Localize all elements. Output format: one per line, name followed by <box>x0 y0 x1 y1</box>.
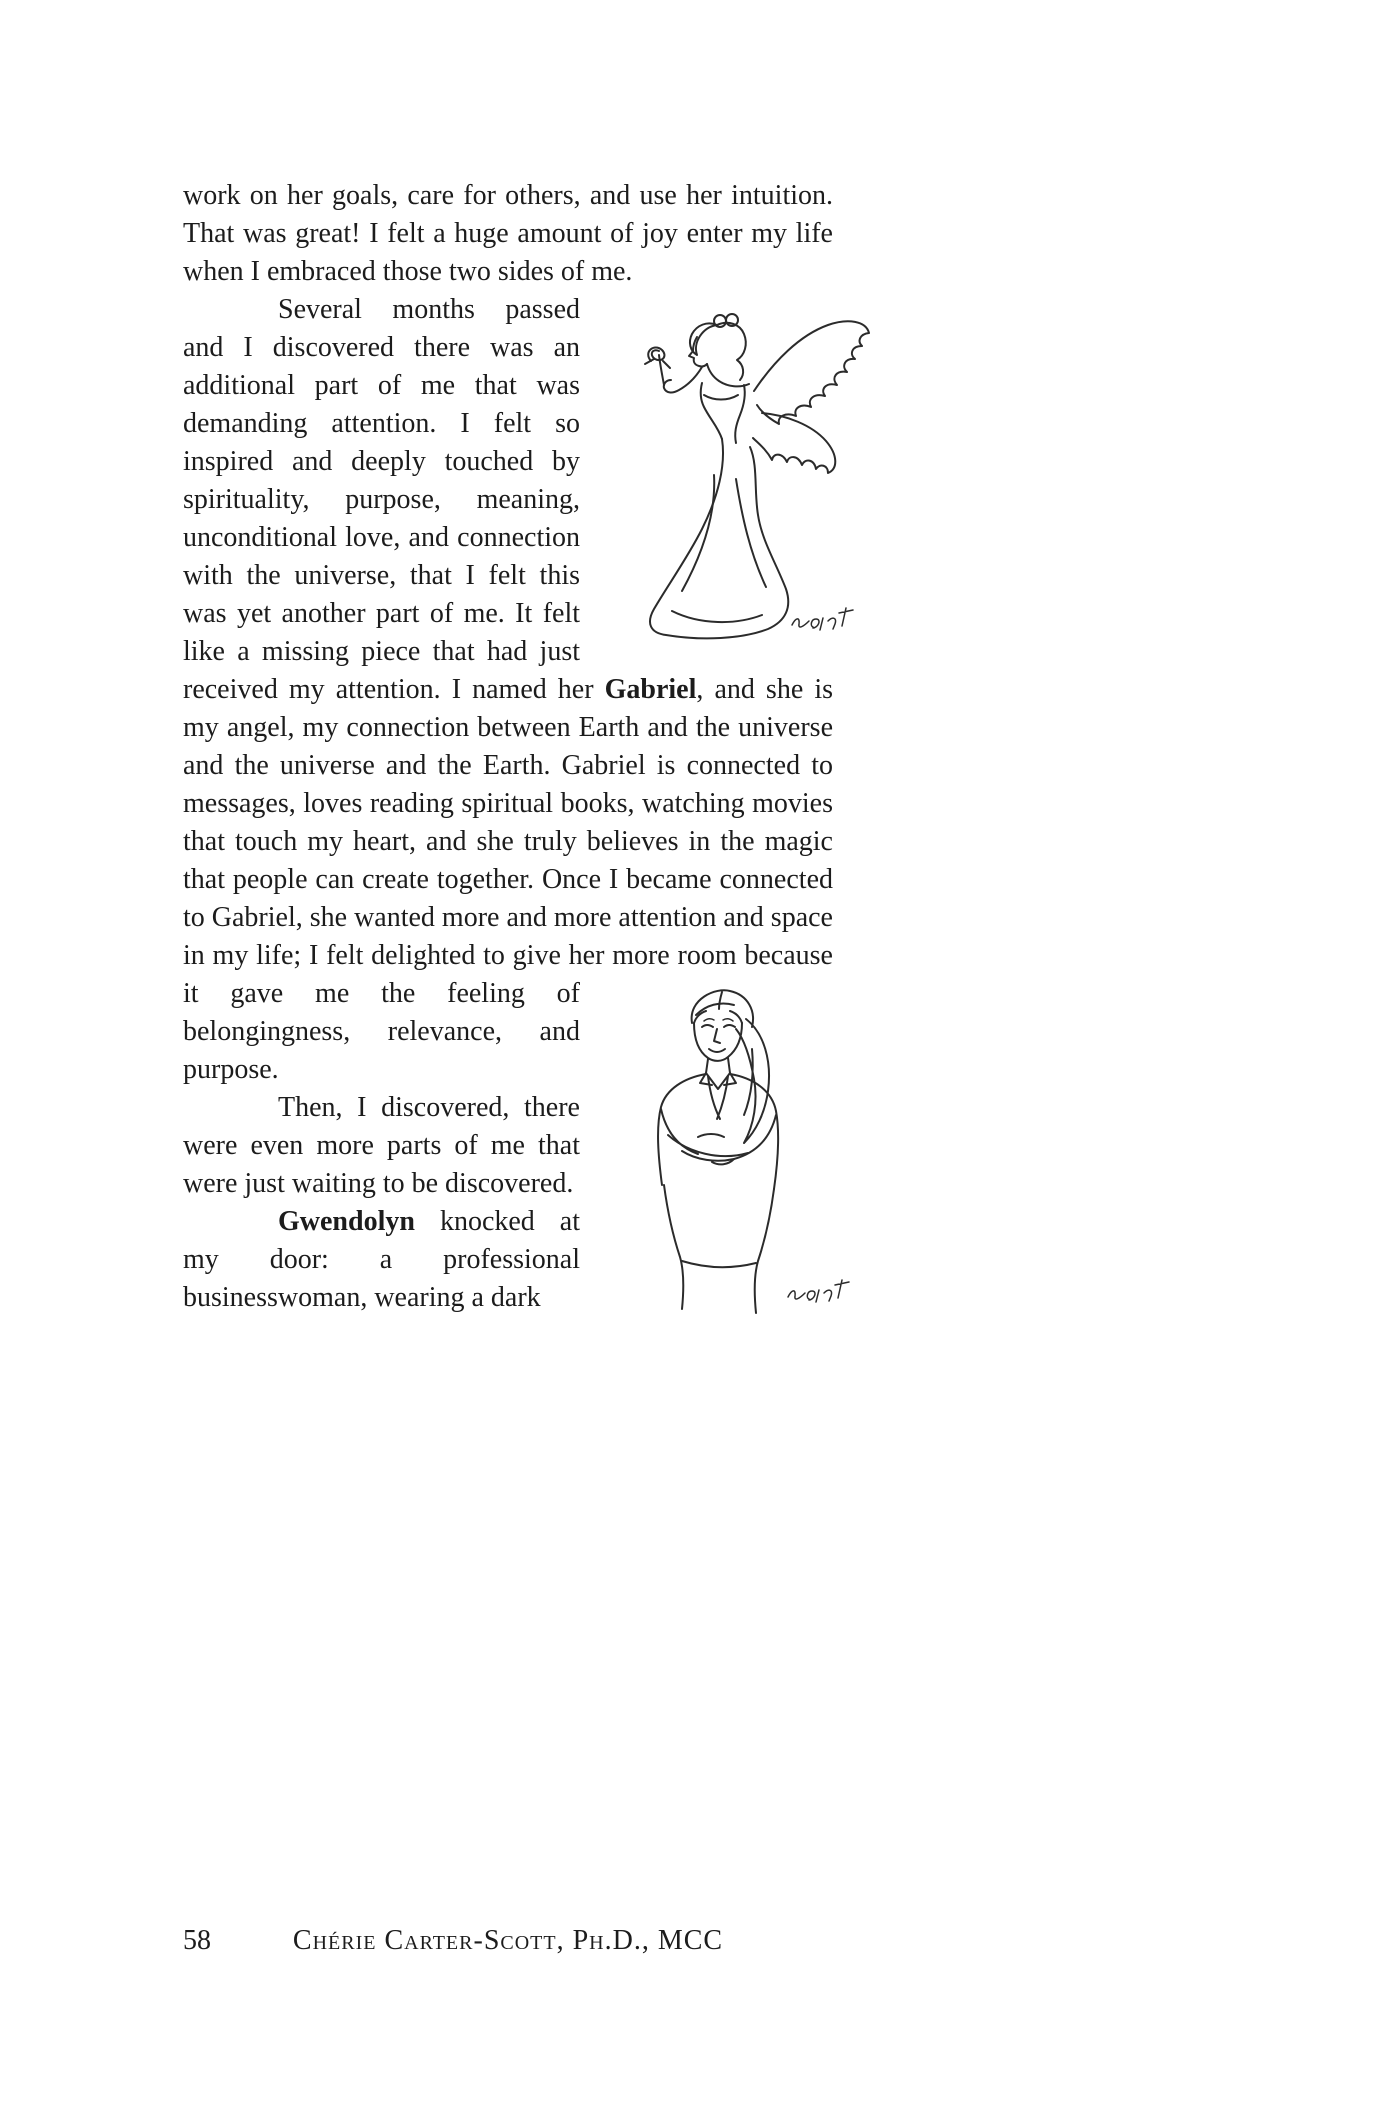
businesswoman-brows <box>704 1019 733 1021</box>
paragraph-2-text-b: , and she is my angel, my connection between Earth and the universe and the universe and the Earth. Gabriel is connected to messages, loves reading spiritual books, watching movies that touch my heart, and she truly believes in the magic that people can create together. Once I became connected to Gabriel, she wanted more and more attention and space in my life; I felt delighted to give her more room because it gave me the feeling of <box>183 674 833 1009</box>
character-name-gwendolyn: Gwendolyn <box>278 1206 415 1237</box>
fairy-arm <box>664 367 702 392</box>
paragraph-1 <box>183 177 833 291</box>
fairy-lower-wing <box>753 413 835 473</box>
text-column <box>183 177 833 1332</box>
fairy-illustration <box>616 295 881 653</box>
businesswoman-drawing-svg <box>616 979 881 1324</box>
artist-signature <box>792 608 853 630</box>
paragraph-3-text: Then, I discovered, there were even more parts of me that were just waiting to be discovered. <box>183 1092 580 1199</box>
fairy-gown-hem <box>672 611 762 622</box>
fairy-hair-back <box>717 323 746 380</box>
businesswoman-smile <box>709 1049 725 1052</box>
paragraph-1-text: work on her goals, care for others, and use her intuition. That was great! I felt a huge amount of joy enter my life when I embraced those two sides of me. <box>183 180 833 287</box>
paragraph-2-text-c: belongingness, relevance, and purpose. <box>183 1016 580 1085</box>
paragraph-2-text-a: Several months passed and I discovered there was an additional part of me that was demanding attention. I felt so inspired and deeply touched by spirituality, purpose, meaning, unconditional love, and connection with the universe, that I felt this was yet another part of me. It felt like a missing piece that had just received my attention. I named her <box>183 294 605 705</box>
fairy-bodice-right <box>735 385 745 443</box>
fairy-gown-fold-1 <box>682 475 714 591</box>
fairy-neckline <box>704 395 738 400</box>
artist-signature <box>788 1280 849 1302</box>
businesswoman-torso-right <box>755 1189 774 1313</box>
fairy-drawing-svg <box>616 295 881 653</box>
page-number: 58 <box>183 1925 211 1956</box>
businesswoman-hair-crown <box>692 990 753 1027</box>
businesswoman-nose <box>714 1029 720 1043</box>
businesswoman-lapels <box>708 1076 728 1119</box>
fairy-gown <box>650 439 788 638</box>
businesswoman-eyes <box>702 1025 735 1027</box>
businesswoman-hair-part <box>696 992 734 1015</box>
businesswoman-arm-left <box>661 1109 698 1154</box>
businesswoman-hairline <box>694 1011 742 1023</box>
page-footer <box>183 1925 833 1967</box>
character-name-gabriel: Gabriel <box>604 674 697 705</box>
businesswoman-illustration <box>616 979 881 1324</box>
businesswoman-ponytail-strand <box>744 1049 753 1115</box>
fairy-hair <box>690 323 717 355</box>
paragraph-2 <box>183 291 833 1089</box>
businesswoman-torso-left <box>664 1185 683 1309</box>
running-title: Chérie Carter-Scott, Ph.D., MCC <box>292 1925 724 1956</box>
paragraph-4-text: knocked at my door: a professional businesswoman, wearing a dark <box>183 1206 580 1313</box>
fairy-upper-wing <box>754 321 869 424</box>
flower-bloom <box>648 348 664 362</box>
businesswoman-arm-fold <box>698 1134 724 1137</box>
businesswoman-forearm <box>668 1135 748 1156</box>
fairy-bodice-left <box>701 383 722 439</box>
businesswoman-jacket-left <box>658 1074 706 1185</box>
businesswoman-skirt-line <box>682 1261 756 1267</box>
fairy-goggle-left <box>714 315 726 327</box>
